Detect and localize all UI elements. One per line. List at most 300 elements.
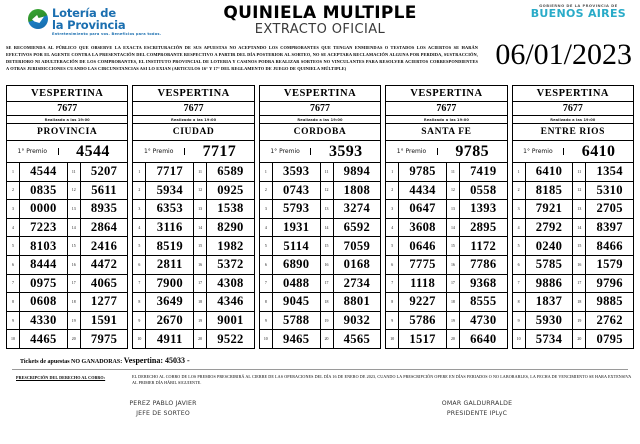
row-index: 18 [68, 293, 81, 311]
numbers-half-left [386, 163, 447, 348]
page-subtitle: EXTRACTO OFICIAL [254, 21, 386, 37]
row-index: 7 [386, 275, 399, 293]
row-number: 1808 [343, 182, 371, 197]
row-number: 5785 [535, 257, 563, 272]
row-number: 3116 [156, 220, 183, 235]
row-index: 11 [573, 163, 586, 181]
brand-text [52, 8, 161, 37]
table-row [260, 237, 320, 256]
row-number: 5310 [596, 182, 623, 197]
row-number: 0240 [535, 238, 563, 253]
row-index: 14 [321, 219, 334, 237]
row-index: 7 [260, 275, 273, 293]
row-index: 18 [447, 293, 460, 311]
table-row [386, 237, 446, 256]
row-number: 5611 [91, 182, 117, 197]
row-index: 16 [194, 256, 207, 274]
first-prize-row [7, 141, 127, 163]
row-number: 2670 [156, 313, 183, 328]
results-column-entre-rios [512, 85, 634, 349]
row-index: 11 [194, 163, 207, 181]
column-draw-time: Realizado a las 19:00 [260, 116, 380, 124]
table-row [386, 200, 446, 219]
row-number: 6589 [217, 164, 244, 179]
table-row [194, 219, 254, 238]
table-row [447, 182, 507, 201]
row-number: 9522 [217, 331, 244, 346]
row-number: 5114 [283, 238, 310, 253]
row-number: 0000 [30, 201, 57, 216]
numbers-half-right [194, 163, 254, 348]
column-draw-time: Realizado a las 19:00 [133, 116, 253, 124]
row-number: 0646 [409, 238, 436, 253]
first-prize-row [386, 141, 506, 163]
row-index: 5 [386, 237, 399, 255]
row-number: 4565 [343, 331, 371, 346]
row-index: 20 [194, 330, 207, 348]
row-index: 11 [447, 163, 460, 181]
row-number: 7921 [535, 201, 563, 216]
legal-and-date-row [6, 38, 634, 84]
row-number: 5930 [535, 313, 563, 328]
column-jurisdiction-name: CORDOBA [260, 124, 380, 141]
first-prize-label: 1° Premio [513, 148, 565, 155]
row-index: 9 [386, 312, 399, 330]
row-number: 5207 [90, 164, 118, 179]
table-row [513, 219, 573, 238]
row-number: 1538 [217, 201, 244, 216]
row-number: 0558 [470, 182, 497, 197]
table-row [386, 312, 446, 331]
row-number: 2864 [90, 220, 118, 235]
table-row [260, 182, 320, 201]
table-row [321, 219, 381, 238]
table-row [447, 163, 507, 182]
table-row [321, 256, 381, 275]
first-prize-label: 1° Premio [386, 148, 438, 155]
row-index: 7 [7, 275, 20, 293]
row-index: 1 [7, 163, 20, 181]
table-row [133, 163, 193, 182]
row-number: 8466 [596, 238, 623, 253]
row-index: 3 [7, 200, 20, 218]
row-number: 5734 [535, 331, 563, 346]
row-index: 8 [7, 293, 20, 311]
table-row [386, 275, 446, 294]
row-index: 4 [386, 219, 399, 237]
table-row [321, 182, 381, 201]
first-prize-label: 1° Premio [7, 148, 59, 155]
row-number: 0743 [282, 182, 310, 197]
table-row [260, 275, 320, 294]
table-row [260, 200, 320, 219]
row-index: 1 [513, 163, 526, 181]
first-prize-row [513, 141, 633, 163]
row-number: 6592 [343, 220, 371, 235]
table-row [386, 293, 446, 312]
row-index: 17 [194, 275, 207, 293]
table-row [194, 312, 254, 331]
table-row [573, 219, 633, 238]
row-index: 2 [513, 182, 526, 200]
row-number: 5793 [282, 201, 310, 216]
prescription-label: PRESCRIPCIÓN DEL DERECHO AL COBRO: [16, 374, 106, 380]
row-index: 5 [133, 237, 146, 255]
row-index: 1 [260, 163, 273, 181]
column-jurisdiction-name: SANTA FE [386, 124, 506, 141]
row-number: 8103 [30, 238, 57, 253]
row-index: 19 [194, 312, 207, 330]
row-index: 4 [260, 219, 273, 237]
row-index: 6 [386, 256, 399, 274]
row-index: 17 [321, 275, 334, 293]
column-draw-number: 7677 [513, 102, 633, 116]
signature-role: JEFE DE SORTEO [136, 410, 190, 418]
numbers-grid [7, 163, 127, 348]
row-number: 9796 [596, 275, 623, 290]
row-index: 5 [513, 237, 526, 255]
table-row [7, 182, 67, 201]
row-index: 14 [194, 219, 207, 237]
row-index: 12 [194, 182, 207, 200]
table-row [386, 182, 446, 201]
row-index: 11 [321, 163, 334, 181]
non-winning-tickets [6, 356, 634, 365]
column-draw-label: VESPERTINA [133, 86, 253, 102]
row-index: 10 [386, 330, 399, 348]
row-number: 1579 [596, 257, 623, 272]
table-row [68, 275, 128, 294]
first-prize-value: 7717 [202, 142, 237, 160]
row-index: 2 [7, 182, 20, 200]
table-row [447, 330, 507, 348]
table-row [7, 275, 67, 294]
column-jurisdiction-name: CIUDAD [133, 124, 253, 141]
row-number: 0168 [343, 257, 371, 272]
table-row [194, 293, 254, 312]
brand-line-1: Lotería de [52, 6, 116, 20]
row-number: 7223 [30, 220, 57, 235]
row-number: 4434 [409, 182, 436, 197]
row-index: 3 [133, 200, 146, 218]
row-index: 13 [321, 200, 334, 218]
row-number: 4472 [90, 257, 118, 272]
row-index: 15 [321, 237, 334, 255]
table-row [447, 312, 507, 331]
row-index: 6 [513, 256, 526, 274]
signature-role: PRESIDENTE IPLyC [446, 410, 508, 418]
row-index: 20 [573, 330, 586, 348]
row-number: 8185 [535, 182, 563, 197]
numbers-half-left [133, 163, 194, 348]
table-row [68, 219, 128, 238]
row-index: 7 [133, 275, 146, 293]
row-index: 5 [7, 237, 20, 255]
legal-disclaimer: SE RECOMIENDA AL PÚBLICO QUE OBSERVE LA EXACTA ESCRITURACIÓN DE SUS APUESTAS NO ACEPTANDO LOS COMPROBANTES QUE TENGAN ENMIENDAS O TESTADOS LOS ACIERTOS SE HARÁN EFECTIVOS POR EL AGENTE CONTRA LA PRESENTACIÓN DEL COMPROBANTE RESPECTIVO A PARTIR DEL DÍA POSTERIOR AL SORTEO, NO SE ACEPTARA RECLAMACIÓN ALGUNA POR PERDIDA, SUSTRACCIÓN, DETERIORO NI ADULTERACIÓN DE LOS COMPROBANTES, EL INSTITUTO PROVINCIAL DE LOTERIA Y CASINOS PODRA REALIZAR SORTEOS NO VINCULANTES PARA RESOLVER ACIERTOS CORRESPONDIENTES A OTRAS JURISDICCIONES CUANDO LAS CIRCUNSTANCIAS ASI LO EXIAN (ARTICULOS 16° Y 17° DEL REGLAMENTO DE JUEGO DE QUINIELA MÚLTIPLE) [6, 45, 478, 72]
table-row [513, 200, 573, 219]
numbers-half-left [260, 163, 321, 348]
row-index: 3 [386, 200, 399, 218]
row-index: 10 [133, 330, 146, 348]
row-index: 9 [7, 312, 20, 330]
table-row [68, 330, 128, 348]
row-index: 10 [513, 330, 526, 348]
row-index: 14 [573, 219, 586, 237]
row-number: 7775 [409, 257, 436, 272]
table-row [133, 312, 193, 331]
row-index: 2 [260, 182, 273, 200]
row-number: 8397 [596, 220, 623, 235]
column-draw-label: VESPERTINA [386, 86, 506, 102]
table-row [573, 330, 633, 348]
brand-tagline: Entretenimiento para vos. Beneficios para todos. [52, 32, 162, 37]
table-row [386, 219, 446, 238]
row-index: 4 [513, 219, 526, 237]
row-index: 18 [194, 293, 207, 311]
first-prize-label: 1° Premio [133, 148, 185, 155]
row-number: 8801 [343, 294, 371, 309]
table-row [68, 182, 128, 201]
row-index: 14 [447, 219, 460, 237]
row-number: 4544 [30, 164, 57, 179]
column-draw-time: Realizado a las 19:00 [386, 116, 506, 124]
government-name: BUENOS AIRES [530, 7, 626, 20]
row-index: 12 [573, 182, 586, 200]
table-row [513, 256, 573, 275]
column-jurisdiction-name: ENTRE RIOS [513, 124, 633, 141]
row-number: 9045 [282, 294, 310, 309]
row-number: 1118 [410, 275, 436, 290]
numbers-grid [386, 163, 506, 348]
first-prize-label: 1° Premio [260, 148, 312, 155]
row-index: 8 [386, 293, 399, 311]
row-index: 9 [260, 312, 273, 330]
row-index: 8 [133, 293, 146, 311]
government-logo [531, 4, 626, 20]
row-number: 0488 [282, 275, 310, 290]
loteria-bird-logo-icon [28, 9, 48, 29]
table-row [7, 219, 67, 238]
row-number: 2416 [90, 238, 118, 253]
table-row [321, 312, 381, 331]
table-row [68, 293, 128, 312]
first-prize-row [133, 141, 253, 163]
row-index: 2 [133, 182, 146, 200]
row-index: 17 [68, 275, 81, 293]
numbers-half-left [7, 163, 68, 348]
row-index: 7 [513, 275, 526, 293]
row-number: 8555 [470, 294, 497, 309]
row-index: 12 [68, 182, 81, 200]
table-row [513, 312, 573, 331]
row-index: 19 [321, 312, 334, 330]
row-index: 20 [321, 330, 334, 348]
table-row [133, 256, 193, 275]
row-number: 0925 [217, 182, 244, 197]
column-draw-label: VESPERTINA [7, 86, 127, 102]
table-row [513, 237, 573, 256]
row-number: 4465 [30, 331, 57, 346]
draw-date: 06/01/2023 [495, 38, 632, 71]
table-row [260, 293, 320, 312]
table-row [513, 293, 573, 312]
table-row [68, 163, 128, 182]
row-number: 7419 [470, 164, 497, 179]
table-row [194, 275, 254, 294]
table-row [447, 275, 507, 294]
row-index: 19 [447, 312, 460, 330]
signature-jefe-de-sorteo [6, 399, 320, 421]
row-index: 15 [447, 237, 460, 255]
numbers-half-right [68, 163, 128, 348]
column-jurisdiction-name: PROVINCIA [7, 124, 127, 141]
row-number: 2811 [156, 257, 183, 272]
row-number: 1277 [90, 294, 118, 309]
row-number: 2762 [596, 313, 623, 328]
table-row [133, 330, 193, 348]
row-number: 4330 [30, 313, 57, 328]
row-index: 19 [573, 312, 586, 330]
table-row [194, 163, 254, 182]
row-number: 3649 [156, 294, 183, 309]
table-row [7, 200, 67, 219]
table-row [260, 163, 320, 182]
table-row [573, 237, 633, 256]
row-index: 15 [68, 237, 81, 255]
table-row [260, 312, 320, 331]
row-index: 6 [133, 256, 146, 274]
results-columns [6, 85, 634, 349]
table-row [321, 275, 381, 294]
row-number: 5786 [409, 313, 436, 328]
table-row [260, 256, 320, 275]
table-row [68, 237, 128, 256]
table-row [573, 275, 633, 294]
row-number: 4911 [156, 331, 183, 346]
row-number: 9785 [409, 164, 436, 179]
row-index: 14 [68, 219, 81, 237]
row-number: 7786 [470, 257, 497, 272]
row-index: 20 [447, 330, 460, 348]
row-number: 3274 [343, 201, 371, 216]
table-row [386, 256, 446, 275]
table-row [133, 182, 193, 201]
row-number: 7975 [90, 331, 118, 346]
row-index: 8 [260, 293, 273, 311]
row-number: 6640 [470, 331, 497, 346]
row-number: 0647 [409, 201, 436, 216]
first-prize-value: 9785 [455, 142, 489, 160]
row-number: 2792 [535, 220, 563, 235]
row-number: 8444 [30, 257, 57, 272]
table-row [133, 293, 193, 312]
row-index: 12 [321, 182, 334, 200]
row-number: 0835 [30, 182, 57, 197]
row-number: 3608 [409, 220, 436, 235]
row-index: 16 [68, 256, 81, 274]
table-row [133, 237, 193, 256]
row-index: 13 [573, 200, 586, 218]
table-row [573, 256, 633, 275]
row-number: 4308 [217, 275, 244, 290]
row-number: 9227 [409, 294, 436, 309]
row-index: 13 [447, 200, 460, 218]
table-row [7, 293, 67, 312]
table-row [133, 200, 193, 219]
row-number: 9368 [470, 275, 497, 290]
row-number: 9885 [596, 294, 623, 309]
row-number: 7059 [343, 238, 371, 253]
row-index: 6 [260, 256, 273, 274]
row-index: 13 [68, 200, 81, 218]
column-draw-label: VESPERTINA [260, 86, 380, 102]
row-number: 9886 [535, 275, 563, 290]
brand-line-2: la Provincia [52, 17, 126, 32]
row-index: 10 [7, 330, 20, 348]
non-winning-tickets-value: Vespertina: 45033 - [123, 355, 190, 365]
row-number: 6410 [535, 164, 563, 179]
row-index: 10 [260, 330, 273, 348]
row-number: 4730 [470, 313, 497, 328]
row-number: 6353 [156, 201, 183, 216]
table-row [447, 293, 507, 312]
footer-divider [12, 369, 628, 370]
table-row [573, 312, 633, 331]
numbers-grid [513, 163, 633, 348]
table-row [194, 182, 254, 201]
row-number: 1931 [282, 220, 310, 235]
table-row [447, 219, 507, 238]
row-index: 1 [133, 163, 146, 181]
signatures-row [6, 399, 634, 421]
table-row [194, 330, 254, 348]
row-index: 19 [68, 312, 81, 330]
row-number: 1354 [596, 164, 623, 179]
row-index: 17 [447, 275, 460, 293]
numbers-half-right [573, 163, 633, 348]
table-row [386, 330, 446, 348]
first-prize-row [260, 141, 380, 163]
table-row [194, 200, 254, 219]
row-index: 4 [133, 219, 146, 237]
column-draw-number: 7677 [260, 102, 380, 116]
row-number: 9465 [282, 331, 310, 346]
row-index: 15 [573, 237, 586, 255]
table-row [513, 182, 573, 201]
row-index: 2 [386, 182, 399, 200]
first-prize-value: 4544 [76, 142, 110, 160]
row-index: 16 [573, 256, 586, 274]
signature-name: OMAR GALDURRALDE [441, 399, 513, 407]
page-header [6, 0, 634, 42]
table-row [194, 237, 254, 256]
table-row [321, 237, 381, 256]
table-row [513, 330, 573, 348]
results-column-cordoba [259, 85, 381, 349]
column-draw-time: Realizado a las 19:00 [7, 116, 127, 124]
table-row [194, 256, 254, 275]
table-row [68, 200, 128, 219]
table-row [133, 275, 193, 294]
row-index: 4 [7, 219, 20, 237]
numbers-half-right [321, 163, 381, 348]
table-row [260, 219, 320, 238]
row-number: 1837 [535, 294, 563, 309]
table-row [447, 256, 507, 275]
table-row [7, 163, 67, 182]
table-row [7, 330, 67, 348]
first-prize-value: 6410 [581, 142, 616, 160]
